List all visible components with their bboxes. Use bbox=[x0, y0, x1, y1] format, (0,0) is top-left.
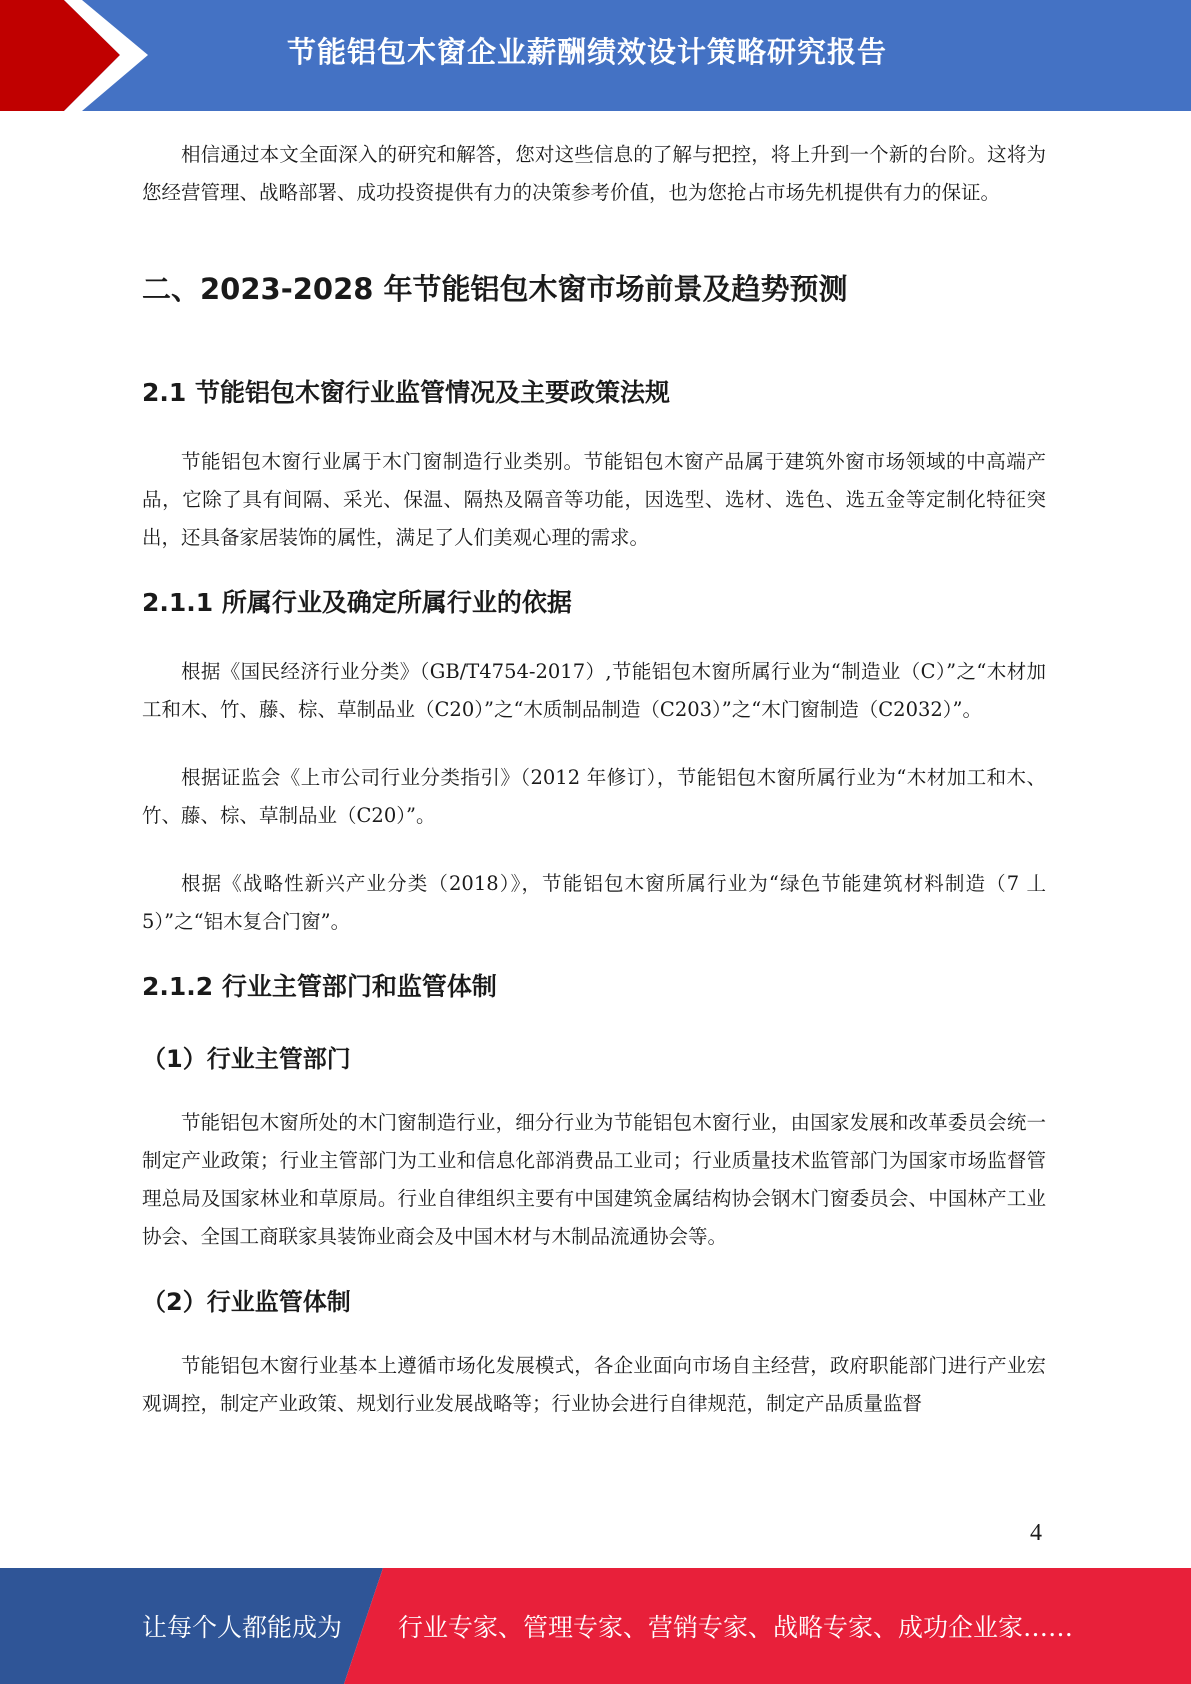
subsection-2-heading: （2）行业监管体制 bbox=[142, 1288, 351, 1316]
document-content bbox=[142, 136, 1046, 1423]
section-2-1-1-heading: 2.1.1 所属行业及确定所属行业的依据 bbox=[142, 588, 572, 617]
subsection-1-heading: （1）行业主管部门 bbox=[142, 1045, 351, 1073]
header-title: 节能铝包木窗企业薪酬绩效设计策略研究报告 bbox=[287, 35, 888, 69]
section-2-1-2-heading: 2.1.2 行业主管部门和监管体制 bbox=[142, 972, 497, 1001]
intro-paragraph: 相信通过本文全面深入的研究和解答，您对这些信息的了解与把控，将上升到一个新的台阶。这将为您经营管理、战略部署、成功投资提供有力的决策参考价值，也为您抢占市场先机提供有力的保证。 bbox=[142, 143, 1046, 204]
section-2-1-1-paragraph-3: 根据《战略性新兴产业分类（2018）》，节能铝包木窗所属行业为“绿色节能建筑材料制造（7 丄 5）”之“铝木复合门窗”。 bbox=[142, 872, 1046, 933]
page-footer bbox=[0, 1568, 1191, 1684]
footer-slogan-left: 让每个人都能成为 bbox=[142, 1613, 343, 1642]
footer-slogan-right: 行业专家、管理专家、营销专家、战略专家、成功企业家…… bbox=[398, 1613, 1074, 1642]
section-2-1-1-paragraph-2: 根据证监会《上市公司行业分类指引》（2012 年修订），节能铝包木窗所属行业为“木材加工和木、竹、藤、棕、草制品业（C20）”。 bbox=[142, 766, 1046, 827]
section-2-1-paragraph: 节能铝包木窗行业属于木门窗制造行业类别。节能铝包木窗产品属于建筑外窗市场领域的中高端产品，它除了具有间隔、采光、保温、隔热及隔音等功能，因选型、选材、选色、选五金等定制化特征突出，还具备家居装饰的属性，满足了人们美观心理的需求。 bbox=[142, 450, 1046, 549]
page-header bbox=[0, 0, 1191, 111]
page-number: 4 bbox=[1030, 1520, 1042, 1546]
subsection-1-paragraph: 节能铝包木窗所处的木门窗制造行业，细分行业为节能铝包木窗行业，由国家发展和改革委员会统一制定产业政策；行业主管部门为工业和信息化部消费品工业司；行业质量技术监管部门为国家市场监督管理总局及国家林业和草原局。行业自律组织主要有中国建筑金属结构协会钢木门窗委员会、中国林产工业协会、全国工商联家具装饰业商会及中国木材与木制品流通协会等。 bbox=[142, 1111, 1046, 1248]
section-2-1-heading: 2.1 节能铝包木窗行业监管情况及主要政策法规 bbox=[142, 378, 670, 407]
subsection-2-paragraph: 节能铝包木窗行业基本上遵循市场化发展模式，各企业面向市场自主经营，政府职能部门进行产业宏观调控，制定产业政策、规划行业发展战略等；行业协会进行自律规范，制定产品质量监督 bbox=[142, 1354, 1046, 1415]
section-2-heading: 二、2023-2028 年节能铝包木窗市场前景及趋势预测 bbox=[142, 272, 848, 306]
section-2-1-1-paragraph-1: 根据《国民经济行业分类》（GB/T4754-2017）,节能铝包木窗所属行业为“制造业（C）”之“木材加工和木、竹、藤、棕、草制品业（C20）”之“木质制品制造（C203）”之“木门窗制造（C2032）”。 bbox=[142, 660, 1046, 721]
